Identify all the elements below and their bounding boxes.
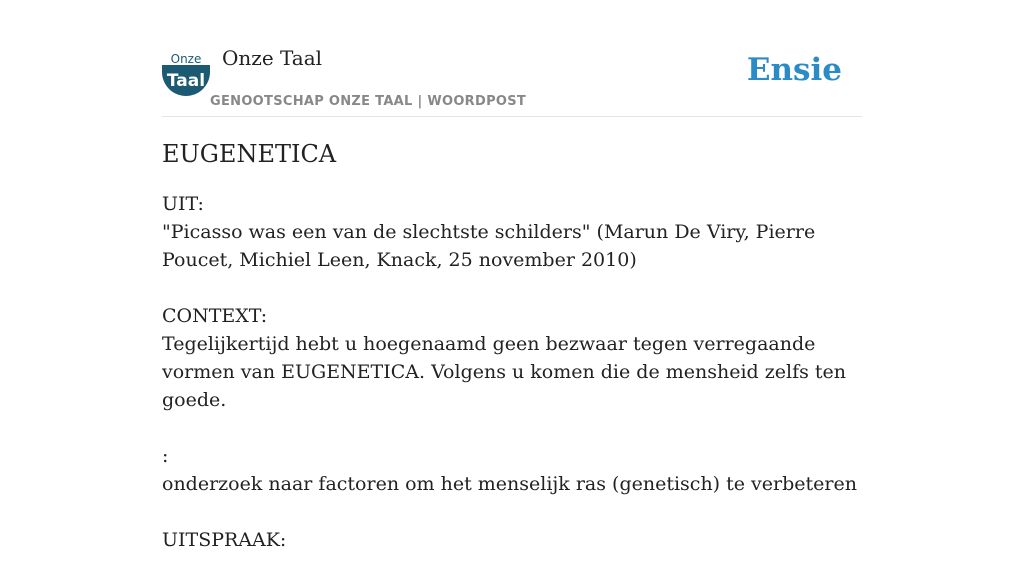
org-subtitle[interactable]: GENOOTSCHAP ONZE TAAL | WOORDPOST	[210, 94, 527, 109]
logo-text-top: Onze	[170, 52, 202, 66]
pronunciation-label: UITSPRAAK:	[162, 529, 287, 551]
source-text: "Picasso was een van de slechtste schilders" (Marun De Viry, Pierre Poucet, Michiel Leen, Knack, 25 november 2010)	[162, 221, 816, 271]
logo-text-bottom: Taal	[166, 71, 206, 91]
definition-text: onderzoek naar factoren om het menselijk ras (genetisch) te verbeteren	[162, 473, 857, 495]
pronunciation-section	[162, 526, 862, 554]
context-section	[162, 302, 862, 414]
context-label: CONTEXT:	[162, 305, 268, 327]
definition-label: :	[162, 445, 169, 467]
onze-taal-logo[interactable]	[162, 52, 210, 96]
context-text: Tegelijkertijd hebt u hoegenaamd geen bezwaar tegen verregaande vormen van EUGENETICA. Volgens u komen die de mensheid zelfs ten goede.	[162, 333, 847, 411]
source-section	[162, 190, 862, 274]
ensie-brand-logo[interactable]: Ensie	[746, 52, 842, 88]
entry-content	[162, 140, 862, 582]
page-header	[162, 40, 862, 117]
definition-section	[162, 442, 862, 498]
org-name[interactable]: Onze Taal	[222, 46, 323, 70]
source-label: UIT:	[162, 193, 204, 215]
entry-title: EUGENETICA	[162, 140, 337, 168]
